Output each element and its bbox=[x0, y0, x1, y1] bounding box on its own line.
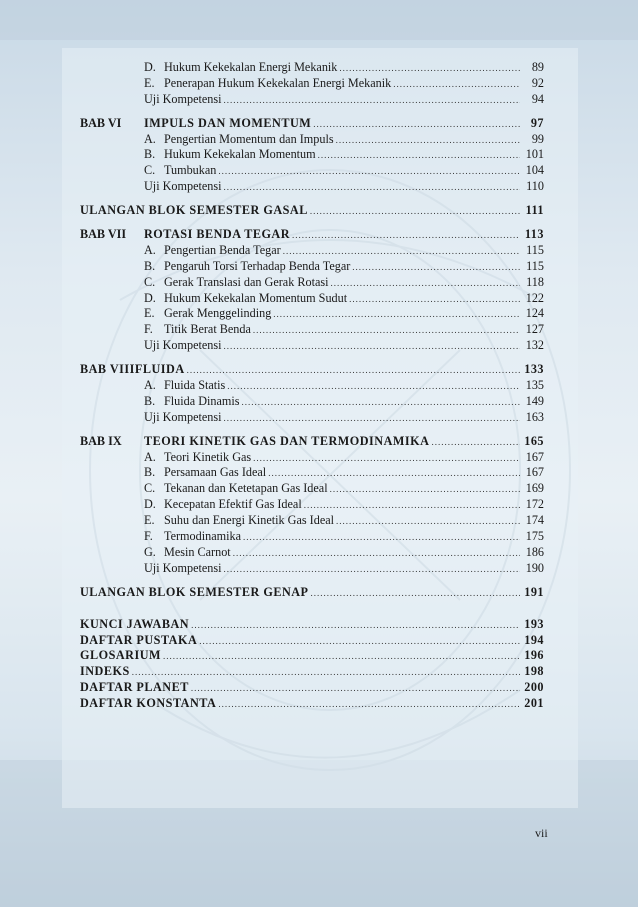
chapter-number: BAB IX bbox=[80, 433, 122, 448]
toc-entry bbox=[80, 513, 544, 529]
page-ref: 198 bbox=[524, 664, 544, 679]
section-letter: C. bbox=[144, 274, 156, 289]
leader-dots bbox=[311, 586, 520, 602]
page-ref: 92 bbox=[531, 75, 544, 90]
page-ref: 149 bbox=[525, 393, 544, 408]
leader-dots bbox=[253, 451, 520, 467]
toc-entry bbox=[80, 529, 544, 545]
page-number: vii bbox=[535, 826, 548, 840]
section-title: Hukum Kekekalan Momentum bbox=[164, 147, 316, 162]
section-title: Hukum Kekekalan Energi Mekanik bbox=[164, 60, 338, 74]
section-title: Uji Kompetensi bbox=[144, 179, 222, 194]
page-ref: 167 bbox=[525, 465, 544, 480]
section-title: Termodinamika bbox=[164, 529, 241, 544]
page-ref: 196 bbox=[524, 648, 544, 663]
chapter-number: BAB VI bbox=[80, 115, 122, 130]
toc-entry bbox=[80, 378, 544, 394]
toc-spacer bbox=[80, 219, 544, 227]
section-letter: E. bbox=[144, 306, 155, 321]
toc-spacer bbox=[80, 195, 544, 203]
toc-spacer bbox=[80, 426, 544, 434]
heading-title: ULANGAN BLOK SEMESTER GENAP bbox=[80, 584, 309, 599]
page-ref: 135 bbox=[525, 378, 544, 393]
page-ref: 127 bbox=[525, 322, 544, 337]
page-ref: 191 bbox=[524, 584, 544, 599]
page-ref: 201 bbox=[524, 696, 544, 711]
toc-entry bbox=[80, 561, 544, 577]
section-letter: C. bbox=[144, 481, 156, 496]
leader-dots bbox=[224, 411, 520, 427]
page-ref: 118 bbox=[526, 274, 544, 289]
toc-entry bbox=[80, 465, 544, 481]
heading-title: GLOSARIUM bbox=[80, 648, 162, 663]
heading-title: INDEKS bbox=[80, 664, 130, 679]
section-title: Gerak Translasi dan Gerak Rotasi bbox=[164, 274, 329, 289]
toc-entry bbox=[80, 92, 544, 108]
toc-spacer bbox=[80, 601, 544, 609]
leader-dots bbox=[336, 133, 520, 149]
page-ref: 124 bbox=[525, 306, 544, 321]
section-title: Pengertian Momentum dan Impuls bbox=[164, 131, 334, 146]
section-title: Suhu dan Energi Kinetik Gas Ideal bbox=[164, 513, 335, 528]
page-ref: 104 bbox=[525, 163, 544, 178]
leader-dots bbox=[233, 546, 520, 562]
leader-dots bbox=[330, 482, 520, 498]
table-of-contents bbox=[80, 60, 544, 712]
toc-entry bbox=[80, 680, 544, 696]
toc-entry bbox=[80, 410, 544, 426]
section-title: Titik Berat Benda bbox=[164, 322, 251, 337]
toc-spacer bbox=[80, 577, 544, 585]
section-letter: B. bbox=[144, 393, 156, 408]
page-ref: 110 bbox=[526, 179, 544, 194]
toc-entry bbox=[80, 481, 544, 497]
toc-entry bbox=[80, 203, 544, 219]
page-ref: 174 bbox=[525, 513, 544, 528]
toc-entry bbox=[80, 664, 544, 680]
leader-dots bbox=[243, 530, 520, 546]
leader-dots bbox=[336, 514, 520, 530]
toc-entry bbox=[80, 259, 544, 275]
page-ref: 194 bbox=[524, 632, 544, 647]
section-letter: G. bbox=[144, 544, 156, 559]
page-ref: 113 bbox=[524, 227, 544, 242]
toc-entry bbox=[80, 163, 544, 179]
toc-entry bbox=[80, 243, 544, 259]
page-ref: 167 bbox=[525, 449, 544, 464]
toc-spacer bbox=[80, 354, 544, 362]
page-ref: 165 bbox=[524, 433, 544, 448]
toc-entry bbox=[80, 291, 544, 307]
leader-dots bbox=[163, 649, 520, 665]
page-ref: 99 bbox=[531, 131, 544, 146]
leader-dots bbox=[218, 164, 520, 180]
page-ref: 190 bbox=[525, 560, 544, 575]
page-ref: 132 bbox=[525, 338, 544, 353]
heading-title: DAFTAR KONSTANTA bbox=[80, 696, 217, 711]
leader-dots bbox=[310, 204, 520, 220]
leader-dots bbox=[431, 435, 520, 451]
page-ref: 169 bbox=[525, 481, 544, 496]
leader-dots bbox=[224, 93, 520, 109]
toc-entry bbox=[80, 179, 544, 195]
heading-title: ULANGAN BLOK SEMESTER GASAL bbox=[80, 203, 308, 218]
section-title: Fluida Dinamis bbox=[164, 393, 240, 408]
section-letter: A. bbox=[144, 378, 156, 393]
page-ref: 97 bbox=[530, 115, 544, 130]
leader-dots bbox=[227, 379, 520, 395]
section-letter: E. bbox=[144, 513, 155, 528]
toc-entry bbox=[80, 132, 544, 148]
page-ref: 111 bbox=[525, 203, 544, 218]
leader-dots bbox=[191, 618, 520, 634]
toc-entry bbox=[80, 648, 544, 664]
page-ref: 186 bbox=[525, 544, 544, 559]
toc-entry bbox=[80, 450, 544, 466]
section-title: Pengertian Benda Tegar bbox=[164, 242, 281, 257]
toc-entry bbox=[80, 362, 544, 378]
chapter-title: ROTASI BENDA TEGAR bbox=[144, 227, 291, 242]
leader-dots bbox=[218, 697, 520, 713]
page-ref: 101 bbox=[525, 147, 544, 162]
toc-spacer bbox=[80, 609, 544, 617]
toc-entry bbox=[80, 227, 544, 243]
section-title: Tumbukan bbox=[164, 163, 217, 178]
section-letter: B. bbox=[144, 465, 156, 480]
chapter-title: IMPULS DAN MOMENTUM bbox=[144, 115, 312, 130]
page-ref: 94 bbox=[531, 91, 544, 106]
section-letter: F. bbox=[144, 322, 153, 337]
leader-dots bbox=[253, 323, 520, 339]
section-title: Kecepatan Efektif Gas Ideal bbox=[164, 497, 302, 512]
leader-dots bbox=[187, 363, 520, 379]
section-title: Uji Kompetensi bbox=[144, 409, 222, 424]
page-ref: 172 bbox=[525, 497, 544, 512]
section-title: Uji Kompetensi bbox=[144, 91, 222, 106]
section-letter: F. bbox=[144, 529, 153, 544]
leader-dots bbox=[318, 148, 520, 164]
page-ref: 133 bbox=[524, 362, 544, 377]
toc-entry bbox=[80, 322, 544, 338]
section-letter: D. bbox=[144, 290, 156, 305]
section-letter: B. bbox=[144, 258, 156, 273]
toc-entry bbox=[80, 545, 544, 561]
leader-dots bbox=[242, 395, 521, 411]
leader-dots bbox=[393, 77, 520, 93]
toc-entry bbox=[80, 60, 544, 76]
leader-dots bbox=[283, 244, 520, 260]
leader-dots bbox=[224, 562, 520, 578]
leader-dots bbox=[224, 339, 520, 355]
toc-spacer bbox=[80, 108, 544, 116]
leader-dots bbox=[352, 260, 520, 276]
heading-title: DAFTAR PUSTAKA bbox=[80, 632, 198, 647]
toc-entry bbox=[80, 497, 544, 513]
toc-entry bbox=[80, 306, 544, 322]
toc-entry bbox=[80, 394, 544, 410]
page-ref: 89 bbox=[531, 60, 544, 74]
heading-title: DAFTAR PLANET bbox=[80, 680, 189, 695]
section-letter: B. bbox=[144, 147, 156, 162]
heading-title: BAB VIIIFLUIDA bbox=[80, 362, 185, 377]
leader-dots bbox=[349, 292, 520, 308]
section-letter: D. bbox=[144, 497, 156, 512]
page-ref: 163 bbox=[525, 409, 544, 424]
page-ref: 200 bbox=[524, 680, 544, 695]
section-title: Penerapan Hukum Kekekalan Energi Mekanik bbox=[164, 75, 392, 90]
toc-entry bbox=[80, 434, 544, 450]
chapter-number: BAB VII bbox=[80, 227, 127, 242]
section-letter: E. bbox=[144, 75, 155, 90]
section-letter: C. bbox=[144, 163, 156, 178]
leader-dots bbox=[331, 276, 520, 292]
chapter-title: TEORI KINETIK GAS DAN TERMODINAMIKA bbox=[144, 433, 430, 448]
leader-dots bbox=[273, 307, 520, 323]
leader-dots bbox=[132, 665, 520, 681]
section-letter: A. bbox=[144, 131, 156, 146]
leader-dots bbox=[304, 498, 520, 514]
toc-entry bbox=[80, 617, 544, 633]
section-title: Teori Kinetik Gas bbox=[164, 449, 252, 464]
section-title: Fluida Statis bbox=[164, 378, 226, 393]
toc-entry bbox=[80, 147, 544, 163]
leader-dots bbox=[191, 681, 520, 697]
toc-entry bbox=[80, 116, 544, 132]
section-title: Uji Kompetensi bbox=[144, 560, 222, 575]
leader-dots bbox=[292, 228, 520, 244]
page-ref: 115 bbox=[526, 242, 544, 257]
toc-entry bbox=[80, 633, 544, 649]
page-ref: 175 bbox=[525, 529, 544, 544]
heading-title: KUNCI JAWABAN bbox=[80, 616, 190, 631]
toc-entry bbox=[80, 338, 544, 354]
leader-dots bbox=[268, 466, 520, 482]
section-letter: D. bbox=[144, 60, 156, 74]
page-ref: 193 bbox=[524, 616, 544, 631]
page-ref: 122 bbox=[525, 290, 544, 305]
section-title: Tekanan dan Ketetapan Gas Ideal bbox=[164, 481, 328, 496]
section-title: Mesin Carnot bbox=[164, 544, 231, 559]
section-title: Hukum Kekekalan Momentum Sudut bbox=[164, 290, 348, 305]
toc-entry bbox=[80, 275, 544, 291]
leader-dots bbox=[199, 634, 520, 650]
section-title: Uji Kompetensi bbox=[144, 338, 222, 353]
leader-dots bbox=[339, 61, 520, 77]
section-letter: A. bbox=[144, 449, 156, 464]
section-letter: A. bbox=[144, 242, 156, 257]
toc-entry bbox=[80, 585, 544, 601]
leader-dots bbox=[224, 180, 520, 196]
page-ref: 115 bbox=[526, 258, 544, 273]
leader-dots bbox=[313, 117, 520, 133]
section-title: Gerak Menggelinding bbox=[164, 306, 272, 321]
toc-entry bbox=[80, 76, 544, 92]
toc-entry bbox=[80, 696, 544, 712]
section-title: Persamaan Gas Ideal bbox=[164, 465, 267, 480]
section-title: Pengaruh Torsi Terhadap Benda Tegar bbox=[164, 258, 351, 273]
